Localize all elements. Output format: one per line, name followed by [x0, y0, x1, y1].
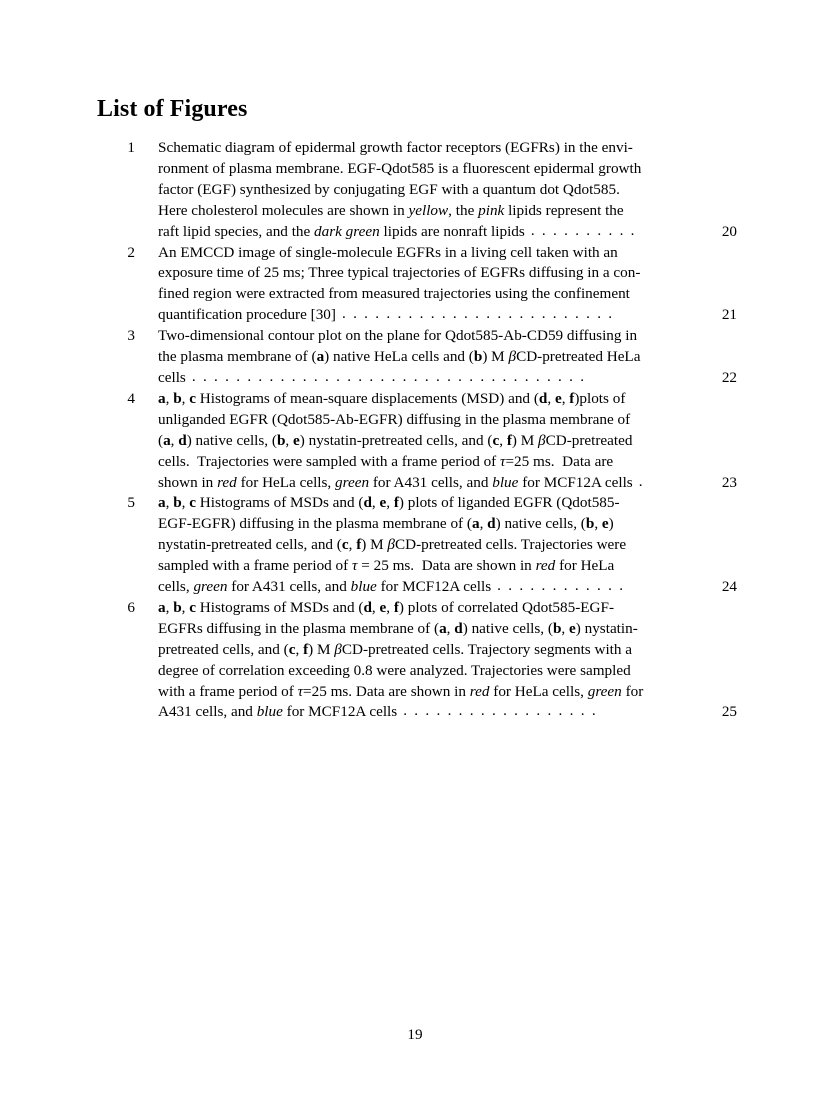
greek-symbol: β — [538, 431, 546, 449]
text-run: Histograms of MSDs and ( — [195, 598, 364, 616]
text-run: , — [594, 515, 602, 533]
panel-label: e — [601, 515, 609, 533]
caption-line — [158, 284, 737, 305]
figure-caption-text — [158, 243, 737, 327]
text-run: ) M — [482, 348, 509, 366]
caption-tail-text — [158, 368, 186, 389]
caption-line — [158, 201, 737, 222]
caption-line — [158, 410, 737, 431]
text-run: for HeLa — [555, 557, 615, 575]
panel-label: a — [158, 598, 166, 616]
panel-label: e — [569, 619, 576, 637]
figure-caption-text — [158, 326, 737, 389]
text-run: ) native cells, ( — [186, 431, 277, 449]
caption-tail-text — [158, 473, 633, 494]
text-run: for A431 cells, and — [369, 473, 493, 491]
text-run: cells. Trajectories were sampled with a frame period of — [158, 452, 501, 470]
text-run: ) plots of correlated Qdot585-EGF- — [398, 598, 615, 616]
text-run: ) native cells, ( — [495, 515, 586, 533]
caption-line — [158, 263, 737, 284]
dot-leader: .......... — [530, 221, 642, 239]
caption-line — [158, 556, 737, 577]
caption-line — [158, 661, 737, 682]
caption-last-line — [158, 473, 737, 494]
page-title: List of Figures — [97, 96, 248, 122]
text-run: , — [295, 640, 304, 658]
emphasis-text: dark green — [314, 222, 380, 240]
text-run: , — [561, 619, 570, 637]
panel-label: b — [173, 494, 182, 512]
dot-leader: .................. — [403, 702, 603, 720]
text-run: , — [348, 536, 357, 554]
text-run: Schematic diagram of epidermal growth factor receptors (EGFRs) in the envi- — [158, 139, 633, 156]
figure-caption-text — [158, 138, 737, 243]
caption-line — [158, 535, 737, 556]
text-run: Here cholesterol molecules are shown in — [158, 201, 409, 219]
text-run: , — [165, 389, 174, 407]
panel-label: a — [158, 494, 166, 512]
caption-last-line — [158, 222, 737, 243]
text-run: ) M — [361, 536, 388, 554]
panel-label: b — [552, 619, 562, 637]
emphasis-text: pink — [478, 201, 505, 219]
text-run: lipids are nonraft lipids — [379, 222, 525, 240]
panel-label: d — [363, 598, 372, 616]
text-run: EGFRs diffusing in the plasma membrane of ( — [158, 619, 440, 637]
panel-label: f — [569, 389, 575, 407]
text-run: exposure time of 25 ms; Three typical trajectories of EGFRs diffusing in a con- — [158, 264, 641, 282]
figure-number: 3 — [127, 327, 135, 345]
text-run: with a frame period of — [158, 682, 298, 700]
panel-label: e — [554, 389, 562, 407]
figure-entry[interactable] — [97, 138, 737, 243]
emphasis-text: green — [335, 473, 370, 491]
text-run: , — [386, 494, 394, 512]
text-run: the plasma membrane of ( — [158, 348, 317, 366]
text-run: , — [165, 494, 174, 512]
panel-label: d — [454, 619, 463, 637]
panel-label: a — [158, 389, 166, 407]
text-run: CD-pretreated — [545, 431, 633, 449]
text-run: ) nystatin- — [575, 619, 638, 637]
panel-label: f — [356, 536, 362, 554]
caption-line — [158, 180, 737, 201]
text-run: , — [181, 494, 190, 512]
dot-leader: ......................... — [341, 305, 620, 323]
caption-line — [158, 326, 737, 347]
figure-entry[interactable] — [97, 389, 737, 494]
panel-label: c — [189, 598, 196, 616]
text-run: for MCF12A cells — [282, 703, 398, 721]
figure-page-number[interactable]: 25 — [721, 703, 737, 721]
text-run: for A431 cells, and — [227, 578, 351, 596]
figure-number: 6 — [127, 598, 135, 616]
panel-label: b — [585, 515, 595, 533]
text-run: ronment of plasma membrane. EGF-Qdot585 is a fluorescent epidermal growth — [158, 159, 642, 177]
panel-label: c — [492, 431, 500, 449]
figure-caption-text — [158, 598, 737, 723]
text-run: , — [561, 389, 570, 407]
caption-line — [158, 514, 737, 535]
text-run: unliganded EGFR (Qdot585-Ab-EGFR) diffusing in the plasma membrane of — [158, 410, 631, 428]
text-run: , — [479, 515, 488, 533]
emphasis-text: green — [587, 682, 622, 700]
emphasis-text: red — [469, 682, 490, 700]
emphasis-text: blue — [350, 578, 377, 596]
caption-line — [158, 138, 737, 159]
text-run: , — [547, 389, 555, 407]
caption-line — [158, 159, 737, 180]
figure-entry[interactable] — [97, 326, 737, 389]
panel-label: a — [439, 619, 447, 637]
text-run: , — [181, 598, 190, 616]
list-of-figures — [97, 138, 737, 723]
dot-leader: ............ — [497, 577, 631, 595]
text-run: ) native HeLa cells and ( — [324, 348, 474, 366]
figure-page-number[interactable]: 23 — [721, 473, 737, 491]
emphasis-text: blue — [256, 703, 283, 721]
caption-line — [158, 493, 737, 514]
text-run: A431 cells, and — [158, 703, 257, 721]
figure-page-number[interactable]: 20 — [721, 222, 737, 240]
text-run: EGF-EGFR) diffusing in the plasma membrane of ( — [158, 515, 472, 533]
text-run: sampled with a frame period of — [158, 557, 352, 575]
panel-label: d — [363, 494, 372, 512]
text-run: CD-pretreated cells. Trajectory segments with a — [341, 640, 633, 658]
text-run: Histograms of MSDs and ( — [195, 494, 364, 512]
caption-line — [158, 431, 737, 452]
caption-line — [158, 682, 737, 703]
text-run: ) plots of liganded EGFR (Qdot585- — [398, 494, 620, 512]
panel-label: e — [293, 431, 300, 449]
panel-label: f — [506, 431, 512, 449]
caption-line — [158, 619, 737, 640]
panel-label: b — [276, 431, 286, 449]
text-run: CD-pretreated cells. Trajectories were — [395, 536, 627, 554]
text-run: Histograms of mean-square displacements (MSD) and ( — [195, 389, 539, 407]
text-run: ) M — [511, 431, 539, 449]
figure-page-number[interactable]: 21 — [721, 306, 737, 324]
text-run: lipids represent the — [504, 201, 624, 219]
text-run: ) native cells, ( — [462, 619, 553, 637]
text-run: pretreated cells, and ( — [158, 640, 289, 658]
emphasis-text: yellow — [408, 201, 449, 219]
caption-line — [158, 389, 737, 410]
text-run: quantification procedure [30] — [158, 306, 336, 324]
text-run: = 25 ms. Data are shown in — [357, 557, 536, 575]
text-run: , — [165, 598, 174, 616]
greek-symbol: τ — [297, 682, 304, 700]
panel-label: a — [471, 515, 480, 533]
text-run: shown in — [158, 473, 218, 491]
greek-symbol: β — [508, 348, 517, 366]
caption-line — [158, 452, 737, 473]
text-run: =25 ms. Data are — [505, 452, 614, 470]
panel-label: d — [178, 431, 187, 449]
caption-last-line — [158, 702, 737, 723]
caption-tail-text — [158, 222, 525, 243]
panel-label: c — [189, 494, 196, 512]
text-run: , — [499, 431, 507, 449]
panel-label: e — [379, 494, 387, 512]
text-run: , — [446, 619, 455, 637]
text-run: cells — [158, 368, 186, 386]
text-run: ) nystatin-pretreated cells, and ( — [299, 431, 493, 449]
text-run: cells, — [158, 578, 194, 596]
text-run: ) — [608, 515, 614, 533]
text-run: , — [371, 494, 380, 512]
text-run: degree of correlation exceeding 0.8 were analyzed. Trajectories were sampled — [158, 661, 631, 679]
panel-label: a — [316, 348, 325, 366]
panel-label: c — [341, 536, 349, 554]
figure-number: 2 — [127, 243, 135, 261]
text-run: fined region were extracted from measured trajectories using the confinement — [158, 285, 630, 303]
figure-caption-text — [158, 493, 737, 598]
text-run: for MCF12A cells — [376, 578, 492, 596]
figure-page-number[interactable]: 22 — [721, 368, 737, 386]
text-run: for MCF12A cells — [518, 473, 633, 491]
emphasis-text: blue — [492, 473, 519, 491]
caption-tail-text — [158, 702, 397, 723]
text-run: , the — [448, 201, 479, 219]
page-number-folio: 19 — [407, 1026, 423, 1043]
caption-line — [158, 598, 737, 619]
text-run: factor (EGF) synthesized by conjugating EGF with a quantum dot Qdot585. — [158, 180, 620, 198]
text-run: )plots of — [574, 389, 626, 407]
figure-number: 5 — [127, 494, 135, 512]
panel-label: d — [538, 389, 548, 407]
panel-label: f — [393, 494, 399, 512]
text-run: nystatin-pretreated cells, and ( — [158, 536, 342, 554]
text-run: raft lipid species, and the — [158, 222, 315, 240]
text-run: =25 ms. Data are shown in — [303, 682, 470, 700]
greek-symbol: β — [334, 640, 342, 658]
panel-label: f — [393, 598, 399, 616]
greek-symbol: τ — [352, 557, 358, 575]
figure-entry[interactable] — [97, 243, 737, 327]
caption-tail-text — [158, 577, 491, 598]
emphasis-text: red — [217, 473, 237, 491]
emphasis-text: green — [193, 578, 228, 596]
panel-label: c — [288, 640, 296, 658]
dot-leader: . — [638, 472, 650, 490]
figure-caption-text — [158, 389, 737, 494]
figure-number: 4 — [127, 389, 135, 407]
text-run: ( — [158, 431, 164, 449]
text-run: , — [181, 389, 190, 407]
text-run: for HeLa cells, — [236, 473, 336, 491]
greek-symbol: β — [387, 536, 395, 554]
text-run: ) M — [308, 640, 335, 658]
panel-label: b — [473, 348, 483, 366]
text-run: CD-pretreated HeLa — [516, 348, 641, 366]
text-run: , — [386, 598, 394, 616]
caption-last-line — [158, 368, 737, 389]
caption-line — [158, 640, 737, 661]
panel-label: e — [379, 598, 387, 616]
text-run: An EMCCD image of single-molecule EGFRs in a living cell taken with an — [158, 243, 618, 261]
text-run: , — [170, 431, 179, 449]
panel-label: b — [173, 598, 182, 616]
caption-line — [158, 243, 737, 264]
text-run: for HeLa cells, — [489, 682, 588, 700]
greek-symbol: τ — [500, 452, 506, 470]
emphasis-text: red — [535, 557, 556, 575]
figure-entry[interactable] — [97, 598, 737, 723]
text-run: Two-dimensional contour plot on the plane for Qdot585-Ab-CD59 diffusing in — [158, 327, 638, 345]
text-run: , — [285, 431, 293, 449]
text-run: for — [621, 682, 644, 700]
figure-entry[interactable] — [97, 493, 737, 598]
caption-tail-text — [158, 305, 336, 326]
panel-label: c — [189, 389, 196, 407]
panel-label: d — [487, 515, 496, 533]
figure-number: 1 — [127, 139, 135, 156]
figure-page-number[interactable]: 24 — [721, 578, 737, 596]
text-run: , — [371, 598, 380, 616]
panel-label: f — [303, 640, 309, 658]
dot-leader: .................................... — [191, 367, 592, 385]
panel-label: a — [163, 431, 171, 449]
caption-last-line — [158, 577, 737, 598]
panel-label: b — [173, 389, 182, 407]
caption-last-line — [158, 305, 737, 326]
caption-line — [158, 347, 737, 368]
